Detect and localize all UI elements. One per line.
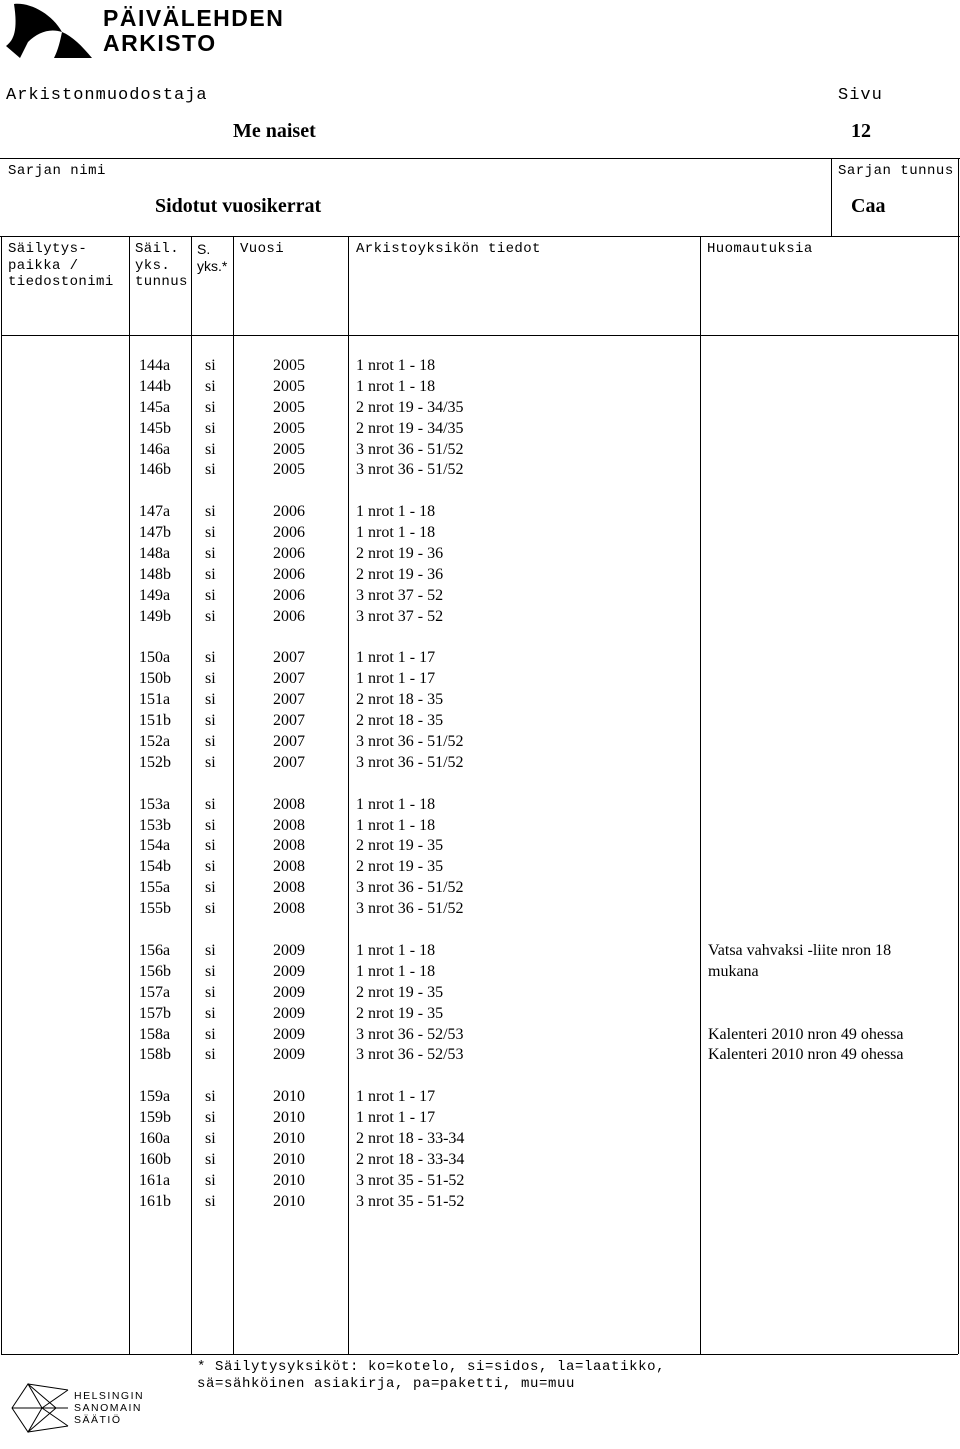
year-cell: 2005 <box>273 440 305 458</box>
table-row <box>0 711 960 732</box>
table-row <box>0 544 960 565</box>
unit-id-cell: 152a <box>139 733 171 751</box>
table-body <box>0 356 960 1213</box>
unit-info-cell: 2 nrot 18 - 33-34 <box>356 1129 465 1147</box>
table-row <box>0 356 960 377</box>
year-cell: 2010 <box>273 1088 305 1106</box>
series-name: Sidotut vuosikerrat <box>155 195 322 217</box>
year-cell: 2010 <box>273 1150 305 1168</box>
unit-id-cell: 156a <box>139 941 171 959</box>
page-number: 12 <box>851 120 871 142</box>
unit-info-cell: 1 nrot 1 - 18 <box>356 941 436 959</box>
table-row <box>0 502 960 523</box>
unit-info-cell: 3 nrot 37 - 52 <box>356 586 444 604</box>
unit-type-cell: si <box>205 586 216 604</box>
year-cell: 2005 <box>273 461 305 479</box>
column-header-notes: Huomautuksia <box>707 241 813 257</box>
year-cell: 2009 <box>273 1025 305 1043</box>
table-row <box>0 607 960 628</box>
year-cell: 2006 <box>273 586 305 604</box>
unit-type-cell: si <box>205 545 216 563</box>
year-cell: 2009 <box>273 962 305 980</box>
unit-type-cell: si <box>205 670 216 688</box>
unit-id-cell: 152b <box>139 753 171 771</box>
divider <box>0 236 960 237</box>
unit-type-cell: si <box>205 983 216 1001</box>
year-cell: 2007 <box>273 670 305 688</box>
table-header-divider <box>1 335 958 336</box>
unit-id-cell: 147a <box>139 503 171 521</box>
unit-info-cell: 2 nrot 19 - 36 <box>356 565 444 583</box>
unit-info-cell: 1 nrot 1 - 17 <box>356 1109 436 1127</box>
table-row <box>0 941 960 962</box>
unit-id-cell: 154a <box>139 837 171 855</box>
unit-info-cell: 3 nrot 36 - 51/52 <box>356 440 464 458</box>
unit-id-cell: 148a <box>139 545 171 563</box>
unit-type-cell: si <box>205 1046 216 1064</box>
logo-mark-icon <box>0 0 96 62</box>
unit-info-cell: 3 nrot 36 - 52/53 <box>356 1046 464 1064</box>
table-row <box>0 565 960 586</box>
year-cell: 2006 <box>273 545 305 563</box>
unit-info-cell: 1 nrot 1 - 18 <box>356 524 436 542</box>
unit-type-cell: si <box>205 712 216 730</box>
unit-id-cell: 157a <box>139 983 171 1001</box>
unit-type-cell: si <box>205 1171 216 1189</box>
table-row <box>0 753 960 774</box>
unit-type-cell: si <box>205 1088 216 1106</box>
unit-type-cell: si <box>205 419 216 437</box>
year-cell: 2010 <box>273 1129 305 1147</box>
unit-id-cell: 153b <box>139 816 171 834</box>
foundation-wordmark <box>74 1390 144 1426</box>
table-row <box>0 836 960 857</box>
unit-id-cell: 151b <box>139 712 171 730</box>
year-cell: 2010 <box>273 1171 305 1189</box>
year-cell: 2010 <box>273 1192 305 1210</box>
unit-id-cell: 160a <box>139 1129 171 1147</box>
year-cell: 2005 <box>273 357 305 374</box>
year-cell: 2007 <box>273 691 305 709</box>
year-cell: 2005 <box>273 398 305 416</box>
unit-type-cell: si <box>205 795 216 813</box>
unit-id-cell: 148b <box>139 565 171 583</box>
year-cell: 2008 <box>273 816 305 834</box>
helsingin-sanomain-saatio-logo <box>8 1378 148 1438</box>
unit-type-cell: si <box>205 398 216 416</box>
series-code: Caa <box>851 195 886 217</box>
table-row <box>0 795 960 816</box>
unit-info-cell: 2 nrot 19 - 35 <box>356 983 444 1001</box>
year-cell: 2008 <box>273 795 305 813</box>
unit-id-cell: 156b <box>139 962 171 980</box>
unit-type-cell: si <box>205 565 216 583</box>
year-cell: 2009 <box>273 1046 305 1064</box>
unit-info-cell: 3 nrot 36 - 52/53 <box>356 1025 464 1043</box>
unit-info-cell: 3 nrot 36 - 51/52 <box>356 900 464 918</box>
foundation-line-2: SANOMAIN <box>74 1402 143 1414</box>
table-row <box>0 1004 960 1025</box>
unit-id-cell: 158b <box>139 1046 171 1064</box>
unit-info-cell: 1 nrot 1 - 18 <box>356 816 436 834</box>
unit-type-cell: si <box>205 837 216 855</box>
unit-id-cell: 159a <box>139 1088 171 1106</box>
unit-info-cell: 1 nrot 1 - 17 <box>356 1088 436 1106</box>
unit-type-cell: si <box>205 1025 216 1043</box>
note-cell: mukana <box>708 962 759 980</box>
unit-info-cell: 2 nrot 19 - 34/35 <box>356 398 464 416</box>
table-row <box>0 1150 960 1171</box>
foundation-line-1: HELSINGIN <box>74 1390 145 1402</box>
unit-type-cell: si <box>205 649 216 667</box>
year-cell: 2010 <box>273 1109 305 1127</box>
unit-id-cell: 161a <box>139 1171 171 1189</box>
column-header-unit-type: S. yks.* <box>197 241 228 274</box>
unit-id-cell: 150b <box>139 670 171 688</box>
unit-id-cell: 150a <box>139 649 171 667</box>
unit-id-cell: 144a <box>139 357 171 374</box>
foundation-mark-icon <box>8 1378 72 1438</box>
column-header-unit-info: Arkistoyksikön tiedot <box>356 241 541 257</box>
table-row <box>0 1045 960 1066</box>
year-cell: 2006 <box>273 607 305 625</box>
table-row <box>0 732 960 753</box>
unit-type-cell: si <box>205 607 216 625</box>
publication-title: Me naiset <box>233 120 316 142</box>
year-cell: 2006 <box>273 565 305 583</box>
unit-id-cell: 155b <box>139 900 171 918</box>
unit-id-cell: 147b <box>139 524 171 542</box>
unit-type-cell: si <box>205 357 216 374</box>
unit-info-cell: 2 nrot 19 - 35 <box>356 858 444 876</box>
table-row <box>0 1129 960 1150</box>
column-header-year: Vuosi <box>240 241 285 257</box>
note-cell: Kalenteri 2010 nron 49 ohessa <box>708 1046 904 1064</box>
unit-info-cell: 3 nrot 35 - 51-52 <box>356 1171 465 1189</box>
unit-type-cell: si <box>205 962 216 980</box>
year-cell: 2009 <box>273 941 305 959</box>
unit-info-cell: 1 nrot 1 - 18 <box>356 357 436 374</box>
unit-type-cell: si <box>205 816 216 834</box>
unit-type-cell: si <box>205 524 216 542</box>
column-header-location: Säilytys- paikka / tiedostonimi <box>8 241 114 290</box>
unit-info-cell: 2 nrot 19 - 35 <box>356 837 444 855</box>
table-row <box>0 1171 960 1192</box>
table-row <box>0 586 960 607</box>
unit-info-cell: 3 nrot 36 - 51/52 <box>356 461 464 479</box>
table-row <box>0 648 960 669</box>
unit-info-cell: 1 nrot 1 - 18 <box>356 962 436 980</box>
table-row <box>0 962 960 983</box>
logo-wordmark <box>103 6 284 56</box>
unit-type-cell: si <box>205 377 216 395</box>
table-row <box>0 1087 960 1108</box>
divider <box>831 158 832 236</box>
unit-id-cell: 154b <box>139 858 171 876</box>
year-cell: 2009 <box>273 1004 305 1022</box>
table-row <box>0 419 960 440</box>
logo-line-1: PÄIVÄLEHDEN <box>103 5 285 31</box>
unit-id-cell: 149b <box>139 607 171 625</box>
year-cell: 2007 <box>273 712 305 730</box>
unit-id-cell: 158a <box>139 1025 171 1043</box>
table-row <box>0 1108 960 1129</box>
unit-id-cell: 146b <box>139 461 171 479</box>
archive-creator-label: Arkistonmuodostaja <box>6 86 208 105</box>
unit-id-cell: 159b <box>139 1109 171 1127</box>
year-cell: 2008 <box>273 858 305 876</box>
table-row <box>0 857 960 878</box>
table-border <box>1 1354 958 1355</box>
table-row <box>0 377 960 398</box>
unit-info-cell: 3 nrot 36 - 51/52 <box>356 753 464 771</box>
unit-info-cell: 1 nrot 1 - 17 <box>356 670 436 688</box>
note-cell: Vatsa vahvaksi -liite nron 18 <box>708 941 892 959</box>
page-label: Sivu <box>838 86 883 105</box>
unit-info-cell: 2 nrot 18 - 35 <box>356 712 444 730</box>
unit-id-cell: 144b <box>139 377 171 395</box>
unit-type-cell: si <box>205 733 216 751</box>
year-cell: 2007 <box>273 733 305 751</box>
unit-type-cell: si <box>205 1150 216 1168</box>
paivalehden-arkisto-logo <box>0 0 285 62</box>
table-row <box>0 523 960 544</box>
unit-info-cell: 3 nrot 36 - 51/52 <box>356 733 464 751</box>
divider <box>0 158 960 159</box>
unit-type-cell: si <box>205 879 216 897</box>
unit-info-cell: 3 nrot 37 - 52 <box>356 607 444 625</box>
series-code-label: Sarjan tunnus <box>838 163 954 179</box>
unit-type-cell: si <box>205 900 216 918</box>
unit-info-cell: 1 nrot 1 - 17 <box>356 649 436 667</box>
logo-line-2: ARKISTO <box>103 30 217 56</box>
unit-info-cell: 2 nrot 19 - 34/35 <box>356 419 464 437</box>
table-row <box>0 460 960 481</box>
unit-type-cell: si <box>205 503 216 521</box>
unit-info-cell: 3 nrot 36 - 51/52 <box>356 879 464 897</box>
series-name-label: Sarjan nimi <box>8 163 106 179</box>
unit-info-cell: 1 nrot 1 - 18 <box>356 377 436 395</box>
column-header-unit-id: Säil. yks. tunnus <box>135 241 188 290</box>
table-row <box>0 1025 960 1046</box>
foundation-line-3: SÄÄTIÖ <box>74 1414 122 1426</box>
table-row <box>0 669 960 690</box>
year-cell: 2008 <box>273 837 305 855</box>
unit-id-cell: 149a <box>139 586 171 604</box>
unit-id-cell: 145a <box>139 398 171 416</box>
table-row <box>0 398 960 419</box>
table-row <box>0 816 960 837</box>
unit-id-cell: 161b <box>139 1192 171 1210</box>
unit-info-cell: 2 nrot 18 - 33-34 <box>356 1150 465 1168</box>
year-cell: 2008 <box>273 879 305 897</box>
unit-type-cell: si <box>205 1109 216 1127</box>
unit-id-cell: 145b <box>139 419 171 437</box>
unit-id-cell: 146a <box>139 440 171 458</box>
table-row <box>0 983 960 1004</box>
year-cell: 2007 <box>273 753 305 771</box>
unit-type-cell: si <box>205 941 216 959</box>
year-cell: 2009 <box>273 983 305 1001</box>
unit-info-cell: 2 nrot 19 - 35 <box>356 1004 444 1022</box>
unit-info-cell: 2 nrot 18 - 35 <box>356 691 444 709</box>
year-cell: 2005 <box>273 377 305 395</box>
year-cell: 2006 <box>273 503 305 521</box>
table-row <box>0 1192 960 1213</box>
unit-type-cell: si <box>205 461 216 479</box>
unit-info-cell: 1 nrot 1 - 18 <box>356 503 436 521</box>
table-row <box>0 878 960 899</box>
unit-id-cell: 151a <box>139 691 171 709</box>
unit-info-cell: 3 nrot 35 - 51-52 <box>356 1192 465 1210</box>
unit-id-cell: 160b <box>139 1150 171 1168</box>
unit-info-cell: 1 nrot 1 - 18 <box>356 795 436 813</box>
unit-type-cell: si <box>205 440 216 458</box>
note-cell: Kalenteri 2010 nron 49 ohessa <box>708 1025 904 1043</box>
table-row <box>0 440 960 461</box>
unit-type-cell: si <box>205 1129 216 1147</box>
unit-info-cell: 2 nrot 19 - 36 <box>356 545 444 563</box>
year-cell: 2006 <box>273 524 305 542</box>
unit-id-cell: 157b <box>139 1004 171 1022</box>
unit-type-cell: si <box>205 753 216 771</box>
table-row <box>0 690 960 711</box>
unit-type-cell: si <box>205 691 216 709</box>
storage-unit-footnote: * Säilytysyksiköt: ko=kotelo, si=sidos, la=laatikko, sä=sähköinen asiakirja, pa=paketti, mu=muu <box>197 1359 666 1392</box>
unit-id-cell: 153a <box>139 795 171 813</box>
unit-type-cell: si <box>205 1192 216 1210</box>
year-cell: 2007 <box>273 649 305 667</box>
year-cell: 2008 <box>273 900 305 918</box>
unit-id-cell: 155a <box>139 879 171 897</box>
year-cell: 2005 <box>273 419 305 437</box>
table-row <box>0 899 960 920</box>
unit-type-cell: si <box>205 1004 216 1022</box>
unit-type-cell: si <box>205 858 216 876</box>
